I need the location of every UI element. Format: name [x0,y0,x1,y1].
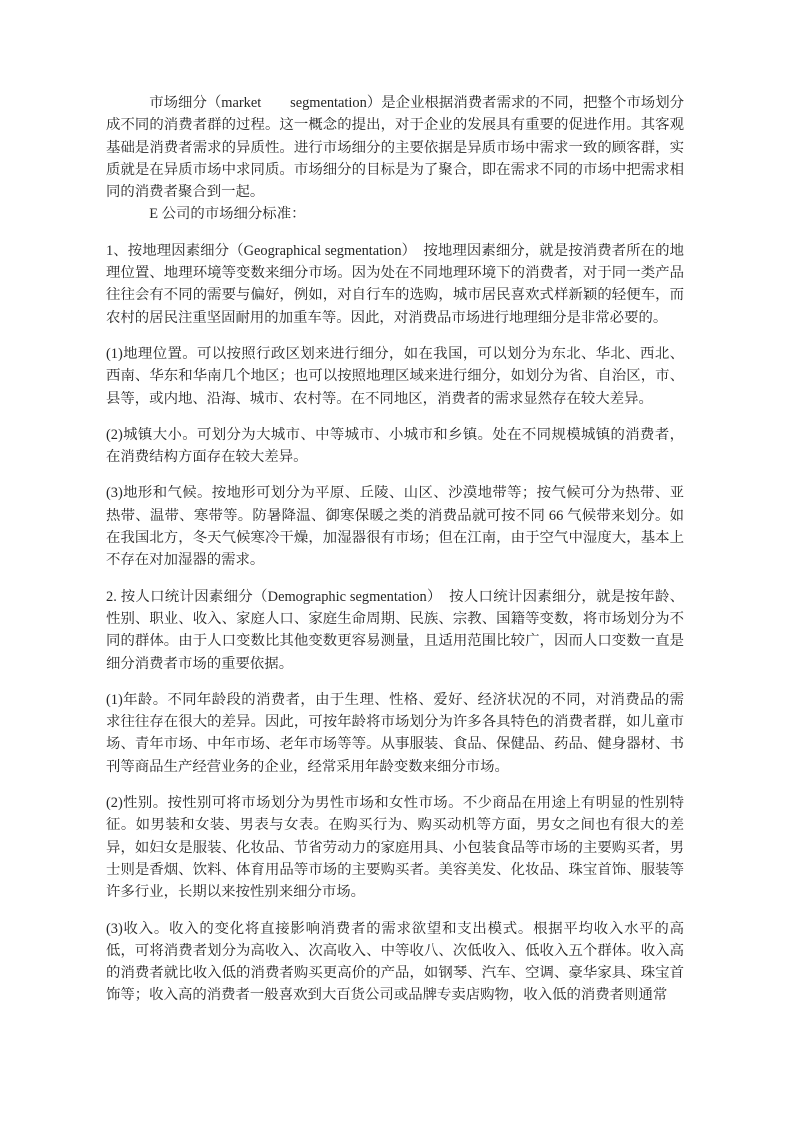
paragraph-demographic-segmentation: 2. 按人口统计因素细分（Demographic segmentation） 按人口统计因素细分，就是按年龄、性别、职业、收入、家庭人口、家庭生命周期、民族、宗教、国籍等变数，将市场划分为不同的群体。由于人口变数比其他变数更容易测量，且适用范围比较广，因而人口变数一直是细分消费者市场的重要依据。 [106,588,684,672]
paragraph-age: (1)年龄。不同年龄段的消费者，由于生理、性格、爱好、经济状况的不同，对消费品的需求往往存在很大的差异。因此，可按年龄将市场划分为许多各具特色的消费者群，如儿童市场、青年市场、中年市场、老年市场等等。从事服装、食品、保健品、药品、健身器材、书刊等商品生产经营业务的企业，经常采用年龄变数来细分市场。 [106,691,684,775]
paragraph-income: (3)收入。收入的变化将直接影响消费者的需求欲望和支出模式。根据平均收入水平的高低，可将消费者划分为高收入、次高收入、中等收八、次低收入、低收入五个群体。收入高的消费者就比收入低的消费者购买更高价的产品，如钢琴、汽车、空调、豪华家具、珠宝首饰等；收入高的消费者一般喜欢到大百货公司或品牌专卖店购物，收入低的消费者则通常 [106,920,684,1004]
paragraph-terrain-climate: (3)地形和气候。按地形可划分为平原、丘陵、山区、沙漠地带等；按气候可分为热带、亚热带、温带、寒带等。防暑降温、御寒保暖之类的消费品就可按不同 66 气候带来划分。如在我国北方，冬天气候寒冷干燥，加湿器很有市场；但在江南，由于空气中湿度大，基本上不存在对加湿器的需求。 [106,485,684,569]
paragraph-market-segmentation-intro: 市场细分（market segmentation）是企业根据消费者需求的不同，把整个市场划分成不同的消费者群的过程。这一概念的提出，对于企业的发展具有重要的促进作用。其客观基础是消费者需求的异质性。进行市场细分的主要依据是异质市场中需求一致的顾客群，实质就是在异质市场中求同质。市场细分的目标是为了聚合，即在需求不同的市场中把需求相同的消费者聚合到一起。 [106,95,684,201]
paragraph-company-e-criteria-heading: E 公司的市场细分标准： [149,206,306,223]
paragraph-geo-location: (1)地理位置。可以按照行政区划来进行细分，如在我国，可以划分为东北、华北、西北、西南、华东和华南几个地区；也可以按照地理区域来进行细分，如划分为省、自治区，市、县等，或内地、沿海、城市、农村等。在不同地区，消费者的需求显然存在较大差异。 [106,345,684,407]
paragraph-gender: (2)性别。按性别可将市场划分为男性市场和女性市场。不少商品在用途上有明显的性别特征。如男装和女装、男表与女表。在购买行为、购买动机等方面，男女之间也有很大的差异，如妇女是服装、化妆品、节省劳动力的家庭用具、小包装食品等市场的主要购买者，男士则是香烟、饮料、体育用品等市场的主要购买者。美容美发、化妆品、珠宝首饰、服装等许多行业，长期以来按性别来细分市场。 [106,795,684,901]
paragraph-town-size: (2)城镇大小。可划分为大城市、中等城市、小城市和乡镇。处在不同规模城镇的消费者，在消费结构方面存在较大差异。 [106,426,684,466]
paragraph-geographical-segmentation: 1、按地理因素细分（Geographical segmentation） 按地理因素细分，就是按消费者所在的地理位置、地理环境等变数来细分市场。因为处在不同地理环境下的消费者，对于同一类产品往往会有不同的需要与偏好，例如，对自行车的选购，城市居民喜欢式样新颖的轻便车，而农村的居民注重坚固耐用的加重车等。因此，对消费品市场进行地理细分是非常必要的。 [106,242,684,326]
